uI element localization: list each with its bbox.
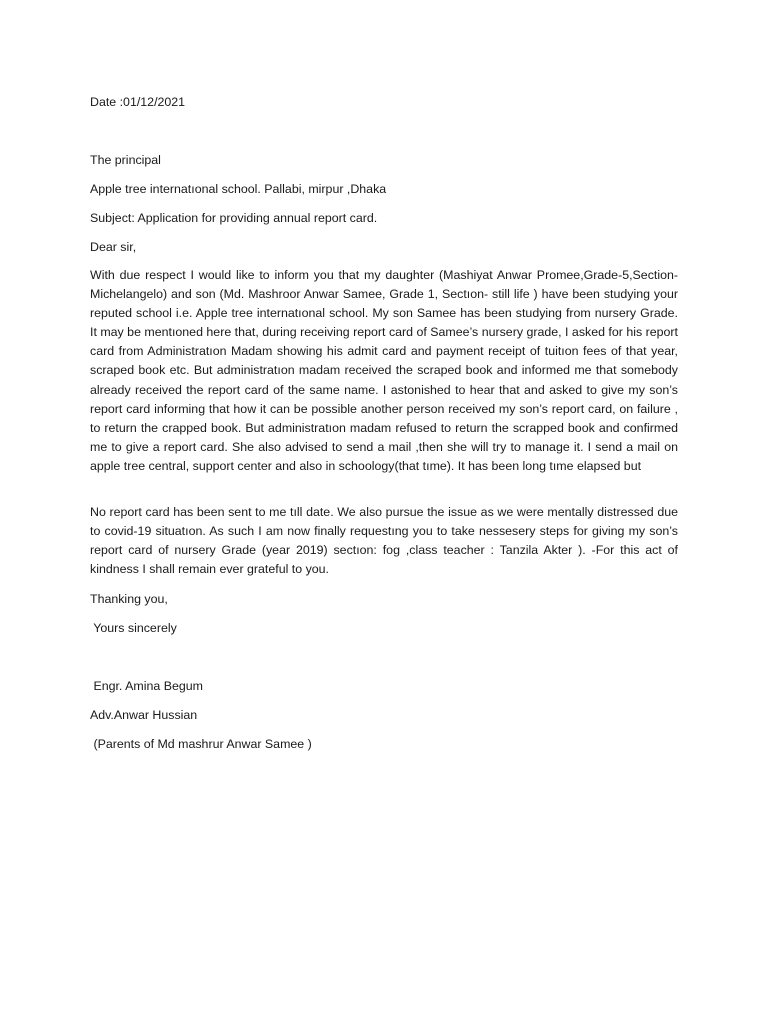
- letter-body-paragraph-2: No report card has been sent to me tıll date. We also pursue the issue as we were mentally distressed due to covid-19 situatıon. As such I am now finally requestıng you to take nessesery steps for giving my son’s report card of nursery Grade (year 2019) sectıon: fog ,class teacher : Tanzila Akter ). -For this act of kindness I shall remain ever grateful to you.: [90, 505, 678, 577]
- letter-signer-1: Engr. Amina Begum: [90, 679, 203, 693]
- letter-school-address: Apple tree internatıonal school. Pallabi, mirpur ,Dhaka: [90, 182, 387, 196]
- letter-subject: Subject: Application for providing annual report card.: [90, 211, 378, 225]
- letter-closing-sincerely: Yours sincerely: [90, 621, 177, 635]
- letter-salutation: Dear sir,: [90, 240, 137, 254]
- letter-body-paragraph-1: With due respect I would like to inform you that my daughter (Mashiyat Anwar Promee,Grade-5,Section- Michelangelo) and son (Md. Mashroor Anwar Samee, Grade 1, Sectıon- still life ) have been studying your reputed school i.e. Apple tree internatıonal school. My son Samee has been studying from nursery Grade. It may be mentıoned here that, during receiving report card of Samee’s nursery grade, I asked for his report card from Administratıon Madam showing his admit card and payment receipt of tuitıon fees of that year, scraped book etc. But administratıon madam received the scraped book and informed me that somebody already received the report card of the same name. I astonished to hear that and asked to give my son’s report card informing that how it can be possible another person received my son’s report card, on failure , to return the crapped book. But administratıon madam refused to return the scrapped book and confirmed me to give a report card. She also advised to send a mail ,then she will try to manage it. I send a mail on apple tree central, support center and also in schoology(that tıme). It has been long tıme elapsed but: [90, 268, 678, 473]
- letter-recipient: The principal: [90, 153, 161, 167]
- letter-date: Date :01/12/2021: [90, 95, 186, 109]
- letter-signer-2: Adv.Anwar Hussian: [90, 708, 198, 722]
- letter-signer-note: (Parents of Md mashrur Anwar Samee ): [90, 737, 312, 751]
- letter-closing-thanks: Thanking you,: [90, 592, 168, 606]
